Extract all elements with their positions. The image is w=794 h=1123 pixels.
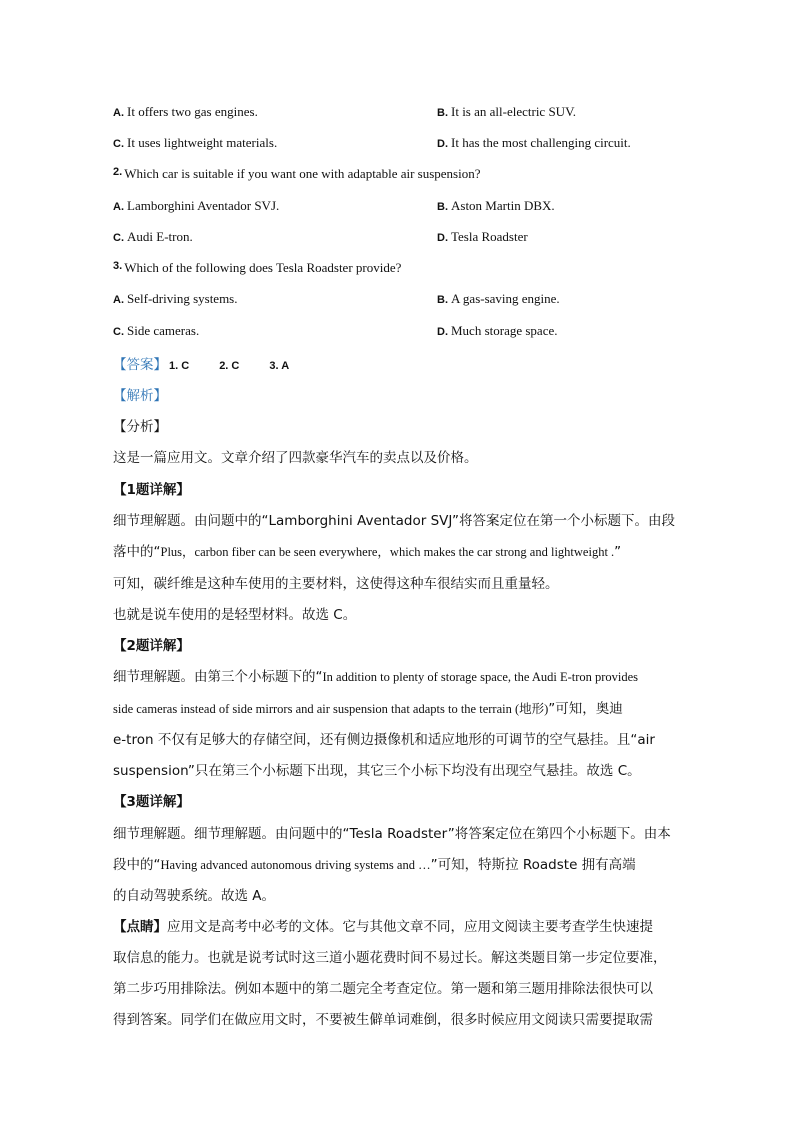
q2-option-a: A. Lamborghini Aventador SVJ.	[113, 198, 280, 213]
q3-option-c: C. Side cameras.	[113, 323, 200, 338]
q2-option-d: D. Tesla Roadster	[437, 229, 528, 244]
tip-line: 得到答案。同学们在做应用文时，不要被生僻单词难倒，很多时候应用文阅读只需要提取需	[113, 1012, 653, 1028]
q3-detail-heading: 【3题详解】	[113, 794, 190, 810]
summary-heading: 【分析】	[113, 419, 167, 435]
q1-option-c: C. It uses lightweight materials.	[113, 135, 278, 150]
tip-line: 第二步巧用排除法。例如本题中的第二题完全考查定位。第一题和第三题用排除法很快可以	[113, 981, 653, 997]
q2-detail-line: side cameras instead of side mirrors and air suspension that adapts to the terrain (地形)”可知，奥迪	[113, 701, 623, 717]
analysis-label: 【解析】	[113, 388, 167, 404]
q2-detail-line: e-tron 不仅有足够大的存储空间，还有侧边摄像机和适应地形的可调节的空气悬挂。且“air	[113, 732, 655, 748]
q1-detail-line: 也就是说车使用的是轻型材料。故选 C。	[113, 607, 357, 623]
tip-line: 【点睛】应用文是高考中必考的文体。它与其他文章不同，应用文阅读主要考查学生快速提	[113, 919, 653, 935]
q1-option-b: B. It is an all-electric SUV.	[437, 104, 577, 119]
summary-text: 这是一篇应用文。文章介绍了四款豪华汽车的卖点以及价格。	[113, 450, 478, 466]
q1-detail-line: 细节理解题。由问题中的“Lamborghini Aventador SVJ”将答案定位在第一个小标题下。由段	[113, 513, 675, 529]
q1-option-d: D. It has the most challenging circuit.	[437, 135, 631, 150]
q2-detail-line: 细节理解题。由第三个小标题下的“In addition to plenty of storage space, the Audi E-tron provides	[113, 669, 639, 685]
q1-option-a: A. It offers two gas engines.	[113, 104, 258, 119]
q3-option-b: B. A gas-saving engine.	[437, 291, 560, 306]
tip-line: 取信息的能力。也就是说考试时这三道小题花费时间不易过长。解这类题目第一步定位要准，	[113, 950, 667, 966]
q3-detail-line: 细节理解题。细节理解题。由问题中的“Tesla Roadster”将答案定位在第四个小标题下。由本	[113, 826, 671, 842]
question-2: $^{2.}$ Which car is suitable if you want one with adaptable air suspension?	[113, 166, 481, 181]
answer-line: 【答案】 1. C 2. C 3. A	[113, 357, 290, 373]
q1-detail-line: 可知，碳纤维是这种车使用的主要材料，这使得这种车很结实而且重量轻。	[113, 576, 559, 592]
q2-option-b: B. Aston Martin DBX.	[437, 198, 555, 213]
q1-detail-line: 落中的“Plus，carbon fiber can be seen everywhere，which makes the car strong and lightweight .”	[113, 544, 622, 560]
q1-detail-heading: 【1题详解】	[113, 482, 190, 498]
q3-option-a: A. Self-driving systems.	[113, 291, 238, 306]
q3-detail-line: 的自动驾驶系统。故选 A。	[113, 888, 276, 904]
q3-option-d: D. Much storage space.	[437, 323, 558, 338]
question-3: $^{3.}$ Which of the following does Tesla Roadster provide?	[113, 260, 402, 275]
q2-detail-heading: 【2题详解】	[113, 638, 190, 654]
q3-detail-line: 段中的“Having advanced autonomous driving systems and …”可知，特斯拉 Roadste 拥有高端	[113, 857, 636, 873]
q2-option-c: C. Audi E-tron.	[113, 229, 193, 244]
q2-detail-line: suspension”只在第三个小标题下出现，其它三个小标下均没有出现空气悬挂。故选 C。	[113, 763, 641, 779]
